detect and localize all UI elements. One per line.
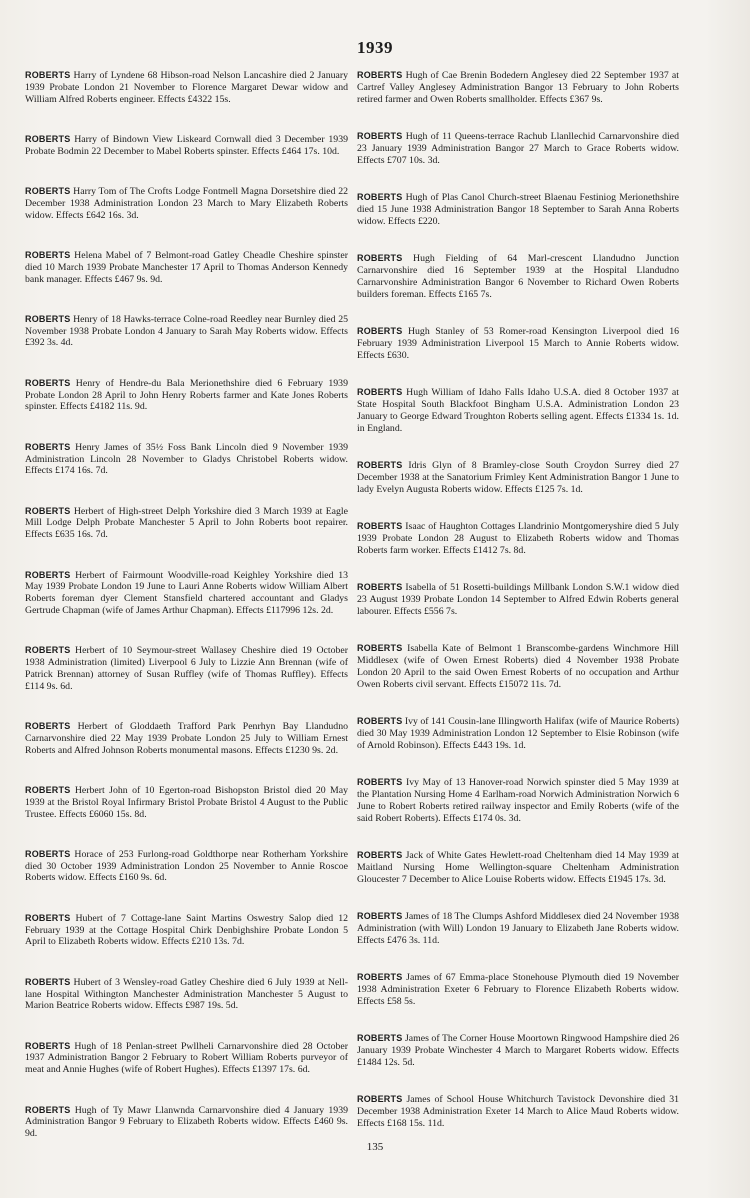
entry-text: Idris Glyn of 8 Bramley-close South Croydon Surrey died 27 December 1938 at the Sanatorium Frimley Kent Administration Bangor 1 June to lady Evelyn Augusta Roberts widow. Effects £125 7s. 1d. <box>357 460 680 495</box>
left-column <box>25 70 348 1140</box>
entry-surname: ROBERTS <box>25 784 71 795</box>
entry-text: Herbert of Gloddaeth Trafford Park Penrhyn Bay Llandudno Carnarvonshire died 22 May 1939 Probate London 25 July to William Ernest Roberts and Alfred Johnson Roberts monumental masons. Effects £1230 9s. 2d. <box>25 721 348 756</box>
entry-surname: ROBERTS <box>25 133 71 144</box>
entry-surname: ROBERTS <box>25 1040 71 1051</box>
entry-text: Isabella of 51 Rosetti-buildings Millbank London S.W.1 widow died 23 August 1939 Probate London 14 September to Alfred Edwin Roberts general labourer. Effects £556 7s. <box>357 582 679 617</box>
probate-entry <box>25 506 348 541</box>
entry-text: Helena Mabel of 7 Belmont-road Gatley Cheadle Cheshire spinster died 10 March 1939 Probate Manchester 17 April to Thomas Anderson Kennedy bank manager. Effects £467 9s. 9d. <box>25 249 348 285</box>
entry-text: James of School House Whitchurch Tavistock Devonshire died 31 December 1938 Administration Exeter 14 March to Alice Maud Roberts widow. Effects £168 15s. 11d. <box>357 1094 680 1130</box>
entry-surname: ROBERTS <box>357 131 403 142</box>
entry-surname: ROBERTS <box>25 505 71 516</box>
entry-text: James of 18 The Clumps Ashford Middlesex died 24 November 1938 Administration (with Will) London 19 January to Elizabeth Jane Roberts widow. Effects £476 3s. 11d. <box>357 911 680 946</box>
entry-text: Isaac of Haughton Cottages Llandrinio Montgomeryshire died 5 July 1939 Probate London 28 August to Elizabeth Roberts widow and Thomas Roberts farm worker. Effects £1412 7s. 8d. <box>357 521 679 556</box>
entry-surname: ROBERTS <box>357 850 403 861</box>
entry-surname: ROBERTS <box>357 777 403 788</box>
entry-surname: ROBERTS <box>357 387 403 398</box>
right-column <box>357 70 679 1130</box>
probate-entry <box>357 131 679 166</box>
probate-entry <box>25 186 348 221</box>
entry-surname: ROBERTS <box>357 582 403 593</box>
probate-entry <box>357 643 679 690</box>
page-number: 135 <box>366 1141 384 1153</box>
entry-text: Henry James of 35½ Foss Bank Lincoln died 9 November 1939 Administration Lincoln 28 November to Gladys Christobel Roberts widow. Effects £174 16s. 7d. <box>25 441 348 477</box>
probate-entry <box>25 442 348 477</box>
probate-entry <box>357 460 679 495</box>
entry-surname: ROBERTS <box>357 253 403 264</box>
probate-entry <box>25 645 348 692</box>
entry-surname: ROBERTS <box>357 1094 403 1105</box>
entry-text: Hugh William of Idaho Falls Idaho U.S.A. died 8 October 1937 at State Hospital South Blackfoot Bingham U.S.A. Administration London 23 January to George Edward Troughton Roberts selling agent. Effects £1334 1s. 1d. in England. <box>357 387 679 434</box>
entry-text: Horace of 253 Furlong-road Goldthorpe near Rotherham Yorkshire died 30 October 1939 Administration London 25 November to Annie Roscoe Roberts widow. Effects £160 9s. 6d. <box>25 848 349 884</box>
entry-surname: ROBERTS <box>357 972 403 983</box>
entry-text: Henry of Hendre-du Bala Merionethshire died 6 February 1939 Probate London 28 April to John Henry Roberts farmer and Kate Jones Roberts spinster. Effects £4182 11s. 9d. <box>25 377 348 413</box>
probate-entry <box>357 1094 679 1129</box>
entry-text: Hugh of Ty Mawr Llanwnda Carnarvonshire died 4 January 1939 Administration Bangor 9 February to Elizabeth Roberts widow. Effects £460 9s. 9d. <box>25 1104 348 1140</box>
entry-text: Hugh of 11 Queens-terrace Rachub Llanllechid Carnarvonshire died 23 January 1939 Administration Bangor 27 March to Grace Roberts widow. Effects £707 10s. 3d. <box>357 131 680 166</box>
entry-text: James of The Corner House Moortown Ringwood Hampshire died 26 January 1939 Probate Winchester 4 March to Margaret Roberts widow. Effects £1484 12s. 5d. <box>357 1033 680 1068</box>
entry-surname: ROBERTS <box>357 716 403 727</box>
entry-text: Herbert John of 10 Egerton-road Bishopston Bristol died 20 May 1939 at the Bristol Royal Infirmary Bristol Probate Bristol 4 August to the Public Trustee. Effects £6060 15s. 8d. <box>25 784 349 820</box>
entry-text: Hugh Fielding of 64 Marl-crescent Llandudno Junction Carnarvonshire died 16 September 1939 at the Hospital Llandudno Carnarvonshire Administration Bangor 6 November to Richard Owen Roberts builders foreman. Effects £165 7s. <box>357 253 680 300</box>
probate-entry <box>357 70 679 105</box>
probate-entry <box>357 521 679 556</box>
entry-text: Herbert of High-street Delph Yorkshire died 3 March 1939 at Eagle Mill Lodge Delph Probate Manchester 5 April to John Roberts boot repairer. Effects £635 16s. 7d. <box>25 505 349 541</box>
probate-entry <box>357 387 679 434</box>
entry-surname: ROBERTS <box>25 70 71 80</box>
entry-surname: ROBERTS <box>357 521 403 532</box>
probate-entry <box>357 253 679 300</box>
probate-entry <box>357 582 679 617</box>
entry-text: Hugh of Cae Brenin Bodedern Anglesey died 22 September 1937 at Cartref Valley Anglesey Administration Bangor 13 February to John Roberts retired farmer and Owen Roberts smallholder. Effects £367 9s. <box>357 70 679 105</box>
entry-text: Harry of Lyndene 68 Hibson-road Nelson Lancashire died 2 January 1939 Probate London 21 November to Florence Margaret Dewar widow and William Alfred Roberts engineer. Effects £4322 15s. <box>25 70 349 105</box>
entry-text: Hugh Stanley of 53 Romer-road Kensington Liverpool died 16 February 1939 Administration Liverpool 15 March to Annie Roberts widow. Effects £630. <box>357 326 679 361</box>
entry-surname: ROBERTS <box>357 1033 403 1044</box>
probate-entry <box>25 977 348 1012</box>
entry-surname: ROBERTS <box>357 911 403 922</box>
entry-text: Ivy of 141 Cousin-lane Illingworth Halifax (wife of Maurice Roberts) died 30 May 1939 Administration London 12 September to Elsie Robinson (wife of Arnold Robinson). Effects £443 19s. 1d. <box>357 716 679 751</box>
probate-entry <box>25 849 348 884</box>
entry-surname: ROBERTS <box>25 186 71 197</box>
probate-entry <box>25 1041 348 1076</box>
entry-text: Herbert of 10 Seymour-street Wallasey Cheshire died 19 October 1938 Administration (limited) Liverpool 6 July to Lizzie Ann Brennan (wife of Patrick Brennan) attorney of Susan Ruffley (wife of Thomas Ruffley). Effects £114 9s. 6d. <box>25 645 349 692</box>
page-year-heading: 1939 <box>357 38 393 57</box>
probate-entry <box>25 134 348 158</box>
entry-surname: ROBERTS <box>357 643 403 654</box>
entry-text: Jack of White Gates Hewlett-road Cheltenham died 14 May 1939 at Maitland Nursing Home Wellington-square Cheltenham Administration Gloucester 7 December to Alice Louise Roberts widow. Effects £1945 17s. 3d. <box>357 850 679 885</box>
probate-entry <box>25 570 348 617</box>
entry-surname: ROBERTS <box>25 848 71 859</box>
probate-entry <box>357 1033 679 1068</box>
entry-text: Henry of 18 Hawks-terrace Colne-road Reedley near Burnley died 25 November 1938 Probate London 4 January to Sarah May Roberts widow. Effects £392 3s. 4d. <box>25 313 348 349</box>
probate-entry <box>357 777 679 824</box>
probate-entry <box>25 785 348 820</box>
probate-entry <box>25 378 348 413</box>
probate-entry <box>357 911 679 946</box>
entry-surname: ROBERTS <box>25 249 71 260</box>
entry-text: Hubert of 7 Cottage-lane Saint Martins Oswestry Salop died 12 February 1939 at the Cottage Hospital Chirk Denbighshire Probate London 5 April to Elizabeth Roberts widow. Effects £210 13s. 7d. <box>25 912 348 948</box>
probate-entry <box>357 972 679 1007</box>
entry-surname: ROBERTS <box>25 569 71 580</box>
probate-entry <box>357 192 679 227</box>
probate-entry <box>357 716 679 751</box>
entry-surname: ROBERTS <box>25 441 71 452</box>
probate-entry <box>25 250 348 285</box>
entry-text: Isabella Kate of Belmont 1 Branscombe-gardens Winchmore Hill Middlesex (wife of Owen Ernest Roberts) died 4 November 1938 Probate London 20 April to the said Owen Ernest Roberts of no occupation and Arthur Owen Roberts civil servant. Effects £15072 11s. 7d. <box>357 643 679 690</box>
probate-entry <box>25 314 348 349</box>
entry-surname: ROBERTS <box>25 313 71 324</box>
entry-surname: ROBERTS <box>357 326 403 337</box>
probate-entry <box>25 1105 348 1140</box>
probate-entry <box>25 721 348 756</box>
probate-entry <box>25 913 348 948</box>
entry-surname: ROBERTS <box>25 645 71 656</box>
entry-surname: ROBERTS <box>25 721 71 732</box>
entry-surname: ROBERTS <box>25 912 71 923</box>
entry-text: Hugh of Plas Canol Church-street Blaenau Festiniog Merionethshire died 15 June 1938 Administration Bangor 18 September to Sarah Anna Roberts widow. Effects £220. <box>357 192 679 227</box>
entry-surname: ROBERTS <box>357 70 403 80</box>
entry-surname: ROBERTS <box>25 1104 71 1115</box>
entry-surname: ROBERTS <box>357 192 403 203</box>
probate-entry <box>357 850 679 885</box>
entry-text: Harry of Bindown View Liskeard Cornwall died 3 December 1939 Probate Bodmin 22 December to Mabel Roberts spinster. Effects £464 17s. 10d. <box>25 133 349 157</box>
entry-surname: ROBERTS <box>357 460 403 471</box>
entry-text: Ivy May of 13 Hanover-road Norwich spinster died 5 May 1939 at the Plantation Nursing Home 4 Earlham-road Norwich Administration Norwich 6 June to Robert Roberts retired railway inspector and Emily Roberts (wife of the said Robert Roberts). Effects £174 0s. 3d. <box>357 777 680 824</box>
entry-text: Harry Tom of The Crofts Lodge Fontmell Magna Dorsetshire died 22 December 1938 Administration London 23 March to Mary Elizabeth Roberts widow. Effects £642 16s. 3d. <box>25 186 348 221</box>
entry-text: Herbert of Fairmount Woodville-road Keighley Yorkshire died 13 May 1939 Probate London 19 June to Lauri Anne Roberts widow William Albert Roberts foreman dyer Clement Stansfield chartered accountant and Gladys Gertrude Chapman (wife of James Arthur Chapman). Effects £117996 12s. 2d. <box>25 569 348 616</box>
entry-text: Hugh of 18 Penlan-street Pwllheli Carnarvonshire died 28 October 1937 Administration Bangor 2 February to Robert William Roberts purveyor of meat and Annie Hughes (wife of Robert Hughes). Effects £1397 17s. 6d. <box>25 1040 349 1076</box>
entry-surname: ROBERTS <box>25 377 71 388</box>
entry-text: James of 67 Emma-place Stonehouse Plymouth died 19 November 1938 Administration Exeter 6 February to Florence Elizabeth Roberts widow. Effects £58 5s. <box>357 972 679 1007</box>
entry-text: Hubert of 3 Wensley-road Gatley Cheshire died 6 July 1939 at Nell-lane Hospital Withington Manchester Administration Manchester 5 August to Marion Beatrice Roberts widow. Effects £987 19s. 5d. <box>25 976 348 1012</box>
entry-surname: ROBERTS <box>25 976 71 987</box>
probate-entry <box>25 70 348 105</box>
probate-entry <box>357 326 679 361</box>
